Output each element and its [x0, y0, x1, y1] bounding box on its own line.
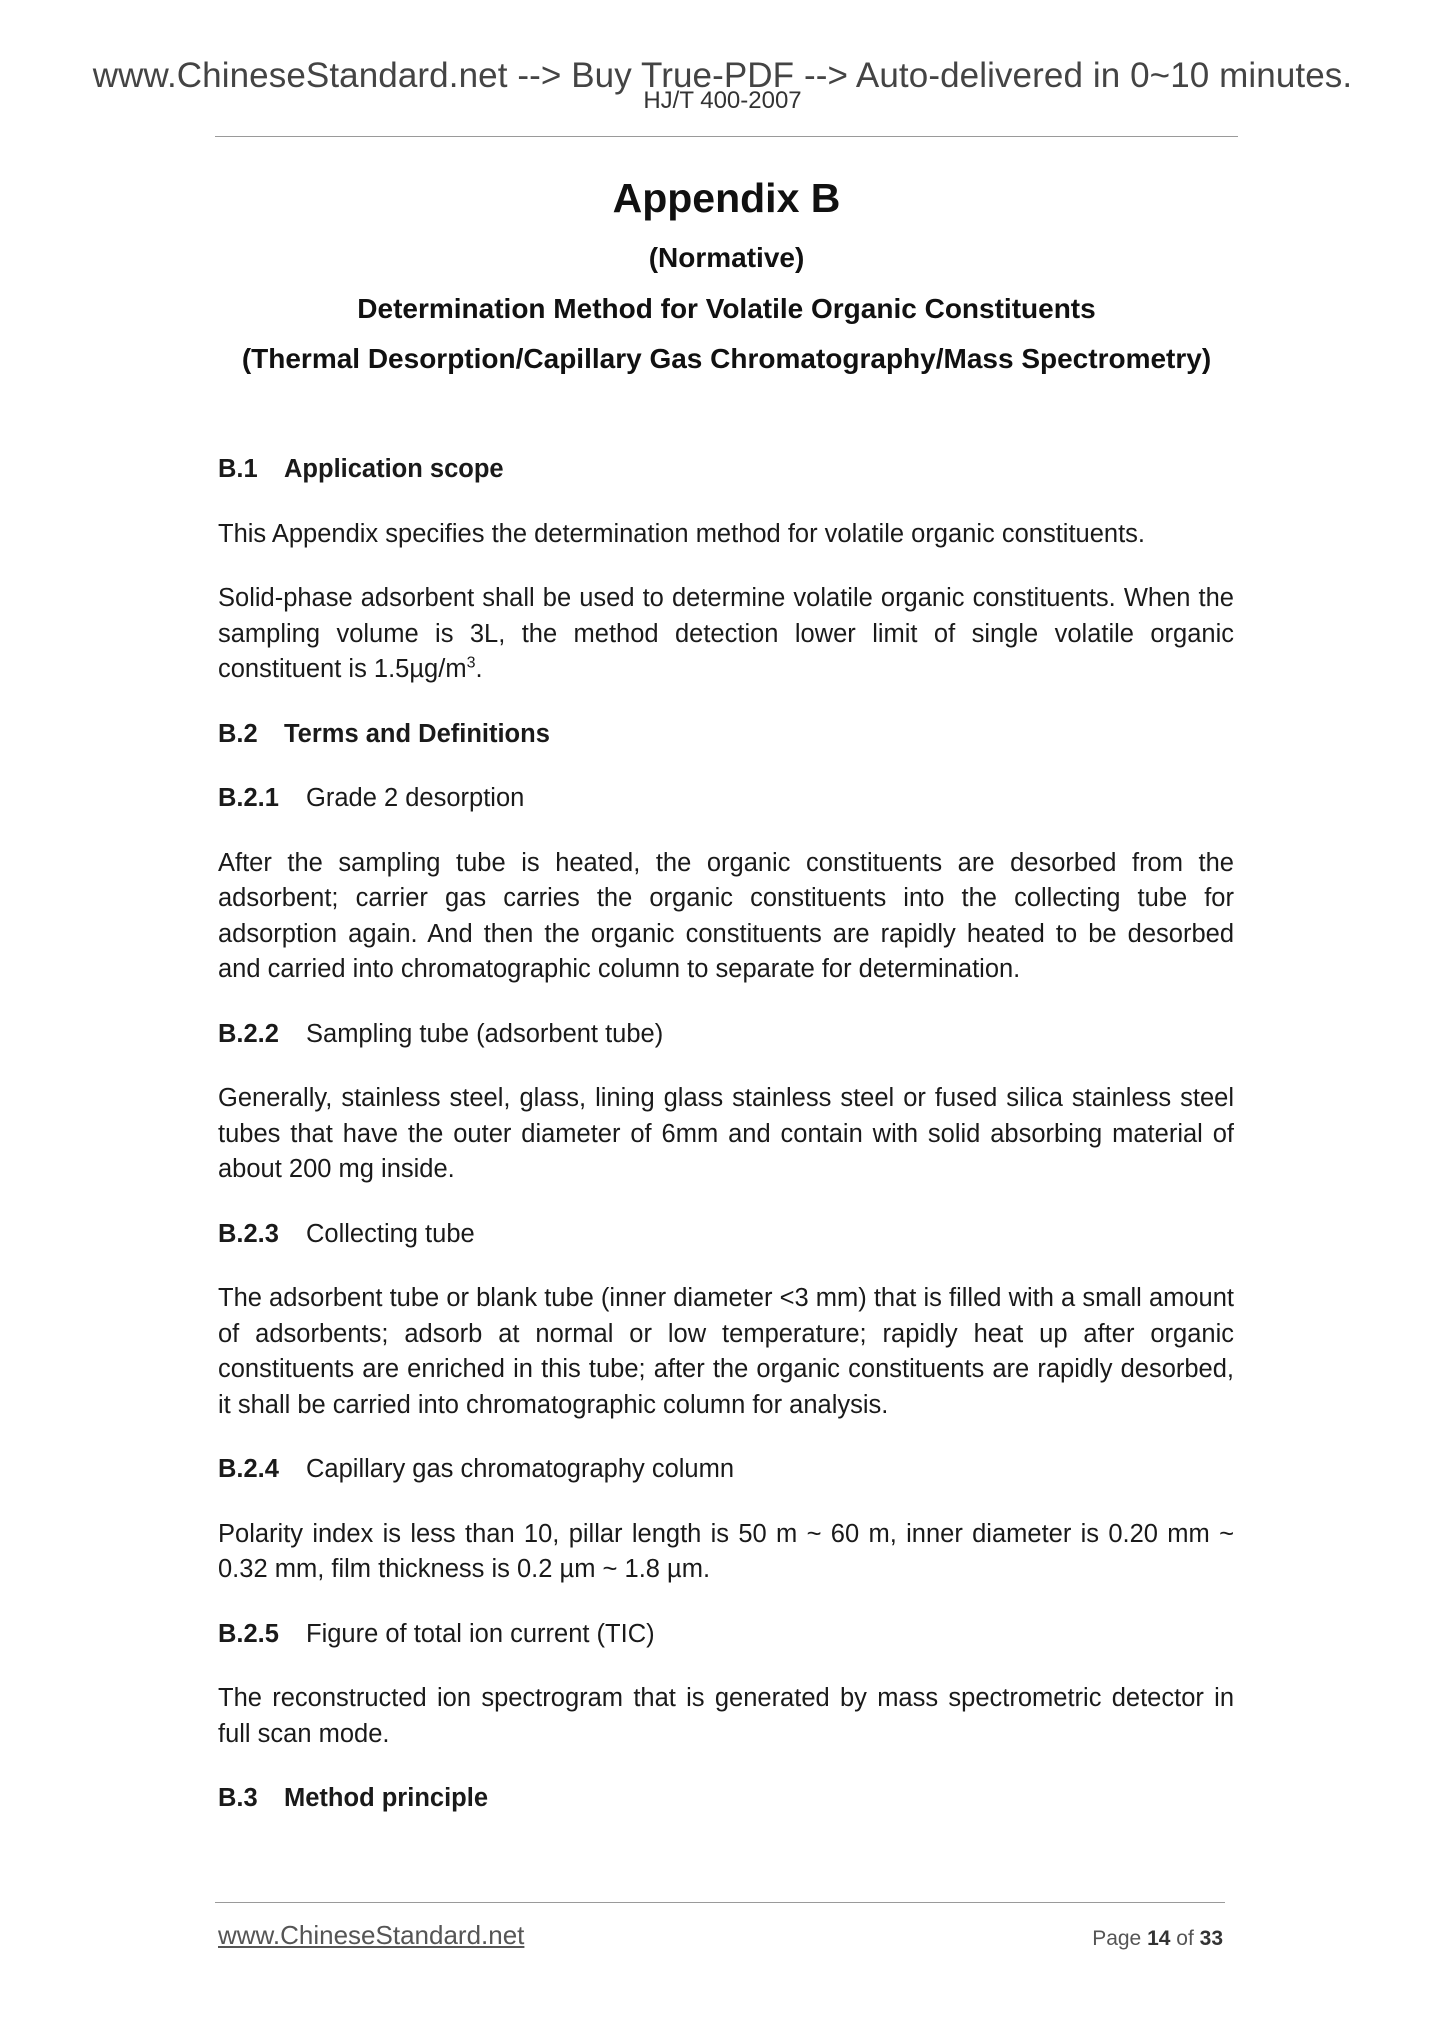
- page-current: 14: [1147, 1927, 1171, 1950]
- normative-label: (Normative): [648, 242, 805, 273]
- subsection-title: Collecting tube: [306, 1219, 475, 1248]
- section-heading-b1: [218, 452, 1234, 488]
- section-heading-b2: [218, 717, 1234, 753]
- paragraph: This Appendix specifies the determination method for volatile organic constituents.: [218, 519, 1146, 548]
- standard-code: HJ/T 400-2007: [643, 87, 802, 114]
- subsection-heading-b25: [218, 1617, 1234, 1653]
- section-heading-b3: [218, 1781, 1234, 1817]
- method-subtitle: (Thermal Desorption/Capillary Gas Chromatography/Mass Spectrometry): [241, 343, 1212, 374]
- paragraph: Generally, stainless steel, glass, lining glass stainless steel or fused silica stainless steel tubes that have the outer diameter of 6mm and contain with solid absorbing material of about 200 mg inside.: [218, 1084, 1234, 1183]
- subsection-heading-b23: [218, 1217, 1234, 1253]
- paragraph: Polarity index is less than 10, pillar length is 50 m ~ 60 m, inner diameter is 0.20 mm ~ 0.32 mm, film thickness is 0.2 µm ~ 1.8 µm.: [218, 1519, 1234, 1583]
- page-indicator: [1092, 1928, 1223, 1949]
- method-title: Determination Method for Volatile Organic Constituents: [357, 293, 1096, 324]
- paragraph: [218, 581, 1234, 688]
- paragraph: The reconstructed ion spectrogram that is generated by mass spectrometric detector in full scan mode.: [218, 1684, 1234, 1748]
- section-title: Method principle: [284, 1784, 488, 1812]
- subsection-number: B.2.1: [218, 784, 279, 812]
- section-title: Terms and Definitions: [284, 719, 550, 748]
- page-of: of: [1176, 1927, 1194, 1950]
- page-total: 33: [1199, 1927, 1223, 1950]
- paragraph-text: Solid-phase adsorbent shall be used to determine volatile organic constituents. When the sampling volume is 3L, the method detection lower limit of single volatile organic constituent is 1.5µg/m: [218, 584, 1234, 683]
- footer-divider: [215, 1902, 1225, 1903]
- subsection-number: B.2.5: [218, 1619, 279, 1648]
- subsection-number: B.2.4: [218, 1455, 279, 1483]
- section-number: B.3: [218, 1784, 258, 1812]
- page-label: Page: [1092, 1927, 1142, 1950]
- superscript: 3: [466, 654, 476, 672]
- site-banner: www.ChineseStandard.net --> Buy True-PDF --> Auto-delivered in 0~10 minutes.: [92, 56, 1353, 95]
- paragraph: The adsorbent tube or blank tube (inner diameter <3 mm) that is filled with a small amount of adsorbents; adsorb at normal or low temperature; rapidly heat up after organic constituents are enriched in this tube; after the organic constituents are rapidly desorbed, it shall be carried into chromatographic column for analysis.: [218, 1284, 1234, 1419]
- footer-site-link[interactable]: www.ChineseStandard.net: [218, 1920, 525, 1950]
- subsection-number: B.2.2: [218, 1019, 279, 1048]
- subsection-number: B.2.3: [218, 1219, 279, 1248]
- subsection-title: Figure of total ion current (TIC): [306, 1619, 655, 1648]
- document-body: [218, 452, 1234, 1846]
- subsection-heading-b24: [218, 1452, 1234, 1488]
- subsection-heading-b21: [218, 781, 1234, 817]
- subsection-title: Sampling tube (adsorbent tube): [306, 1019, 664, 1048]
- subsection-title: Capillary gas chromatography column: [306, 1455, 735, 1483]
- paragraph: After the sampling tube is heated, the organic constituents are desorbed from the adsorbent; carrier gas carries the organic constituents into the collecting tube for adsorption again. And then the organic constituents are rapidly heated to be desorbed and carried into chromatographic column to separate for determination.: [218, 848, 1234, 983]
- section-number: B.2: [218, 719, 258, 748]
- subsection-title: Grade 2 desorption: [306, 784, 525, 812]
- paragraph-end: .: [475, 655, 483, 683]
- appendix-title: Appendix B: [612, 175, 841, 221]
- section-title: Application scope: [284, 455, 504, 483]
- section-number: B.1: [218, 455, 258, 483]
- header-divider: [215, 136, 1238, 137]
- subsection-heading-b22: [218, 1017, 1234, 1053]
